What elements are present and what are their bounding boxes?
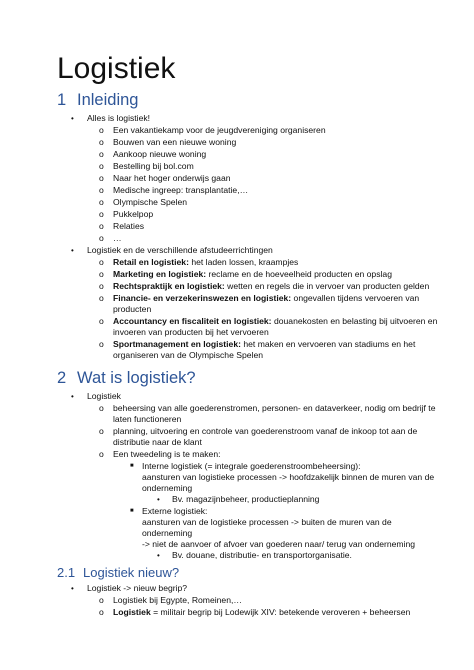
circle-bullet-icon: o: [99, 403, 104, 413]
section-2-1-number: 2.1: [57, 565, 76, 580]
circle-bullet-icon: o: [99, 209, 104, 219]
section-2-heading: [57, 368, 196, 388]
circle-bullet-icon: o: [99, 426, 104, 436]
list-item-bold: Accountancy en fiscaliteit en logistiek:: [113, 316, 272, 326]
list-item: Een vakantiekamp voor de jeugdvereniging organiseren: [113, 125, 326, 135]
circle-bullet-icon: o: [99, 316, 104, 326]
circle-bullet-icon: o: [99, 185, 104, 195]
circle-bullet-icon: o: [99, 173, 104, 183]
list-item-text: douanekosten en belasting bij uitvoeren en: [271, 316, 438, 326]
circle-bullet-icon: o: [99, 281, 104, 291]
list-item: Externe logistiek:: [142, 506, 208, 516]
circle-bullet-icon: o: [99, 221, 104, 231]
list-item-continuation: onderneming: [142, 528, 193, 538]
circle-bullet-icon: o: [99, 595, 104, 605]
circle-bullet-icon: o: [99, 161, 104, 171]
list-item: Aankoop nieuwe woning: [113, 149, 207, 159]
circle-bullet-icon: o: [99, 125, 104, 135]
list-item-continuation: aansturen van de logistieke processen -> buiten de muren van de: [142, 517, 392, 527]
circle-bullet-icon: o: [99, 607, 104, 617]
bullet-icon: •: [157, 551, 160, 560]
list-item: Logistiek bij Egypte, Romeinen,…: [113, 595, 242, 605]
list-item: Alles is logistiek!: [87, 113, 151, 123]
list-item-text: = militair begrip bij Lodewijk XIV: betekende veroveren + beheersen: [150, 607, 411, 617]
circle-bullet-icon: o: [99, 233, 104, 243]
section-2-title: Wat is logistiek?: [77, 369, 196, 387]
list-item-continuation: producten: [113, 304, 152, 314]
circle-bullet-icon: o: [99, 339, 104, 349]
list-item: [113, 293, 419, 304]
square-bullet-icon: ■: [130, 463, 134, 469]
list-item: Logistiek en de verschillende afstudeerrichtingen: [87, 245, 273, 255]
bullet-icon: •: [71, 114, 74, 123]
section-2-1-heading: [57, 565, 179, 581]
section-2-1-title: Logistiek nieuw?: [83, 565, 180, 580]
list-item-bold: Marketing en logistiek:: [113, 269, 207, 279]
list-item: [113, 257, 298, 268]
list-item: Een tweedeling is te maken:: [113, 449, 221, 459]
list-item: Relaties: [113, 221, 145, 231]
bullet-icon: •: [71, 246, 74, 255]
list-item: Interne logistiek (= integrale goederenstroombeheersing):: [142, 461, 361, 471]
bullet-icon: •: [157, 495, 160, 504]
circle-bullet-icon: o: [99, 137, 104, 147]
list-item-bold: Rechtspraktijk en logistiek:: [113, 281, 225, 291]
list-item: …: [113, 233, 122, 243]
circle-bullet-icon: o: [99, 293, 104, 303]
list-item: [113, 316, 437, 327]
list-item: [113, 281, 429, 292]
list-item-continuation: laten functioneren: [113, 414, 182, 424]
list-item-text: het laden lossen, kraampjes: [188, 257, 299, 267]
list-item: Bestelling bij bol.com: [113, 161, 194, 171]
bullet-icon: •: [71, 584, 74, 593]
circle-bullet-icon: o: [99, 269, 104, 279]
list-item-text: ongevallen tijdens vervoeren van: [291, 293, 420, 303]
list-item-bold: Sportmanagement en logistiek:: [113, 339, 241, 349]
section-1-title: Inleiding: [77, 91, 139, 109]
list-item: planning, uitvoering en controle van goederenstroom vanaf de inkoop tot aan de: [113, 426, 418, 436]
section-1-heading: [57, 90, 138, 110]
list-item: [113, 269, 392, 280]
bullet-icon: •: [71, 392, 74, 401]
circle-bullet-icon: o: [99, 449, 104, 459]
list-item-continuation: onderneming: [142, 483, 193, 493]
list-item-bold: Financie- en verzekerinswezen en logistiek:: [113, 293, 292, 303]
list-item-continuation: -> niet de aanvoer of afvoer van goederen naar/ terug van onderneming: [142, 539, 416, 549]
list-item: Bv. magazijnbeheer, productieplanning: [172, 494, 320, 504]
list-item: Logistiek -> nieuw begrip?: [87, 583, 188, 593]
list-item: [113, 607, 410, 618]
document-title: Logistiek: [57, 52, 176, 85]
list-item-continuation: distributie naar de klant: [113, 437, 202, 447]
list-item-continuation: aansturen van logistieke processen -> hoofdzakelijk binnen de muren van de: [142, 472, 435, 482]
section-2-number: 2: [57, 369, 67, 387]
circle-bullet-icon: o: [99, 149, 104, 159]
list-item: Bouwen van een nieuwe woning: [113, 137, 237, 147]
list-item: Naar het hoger onderwijs gaan: [113, 173, 231, 183]
list-item-text: het maken en vervoeren van stadiums en het: [240, 339, 416, 349]
list-item-bold: Logistiek: [113, 607, 151, 617]
circle-bullet-icon: o: [99, 257, 104, 267]
list-item: [113, 339, 415, 350]
square-bullet-icon: ■: [130, 508, 134, 514]
section-1-number: 1: [57, 91, 67, 109]
list-item-text: reclame en de hoeveelheid producten en opslag: [206, 269, 392, 279]
list-item-continuation: organiseren van de Olympische Spelen: [113, 350, 264, 360]
list-item-text: wetten en regels die in vervoer van producten gelden: [224, 281, 430, 291]
list-item-bold: Retail en logistiek:: [113, 257, 189, 267]
list-item: Logistiek: [87, 391, 121, 401]
list-item: Pukkelpop: [113, 209, 154, 219]
list-item: beheersing van alle goederenstromen, personen- en dataverkeer, nodig om bedrijf te: [113, 403, 436, 413]
circle-bullet-icon: o: [99, 197, 104, 207]
list-item: Olympische Spelen: [113, 197, 188, 207]
list-item: Bv. douane, distributie- en transportorganisatie.: [172, 550, 352, 560]
list-item-continuation: invoeren van producten bij het vervoeren: [113, 327, 269, 337]
list-item: Medische ingreep: transplantatie,…: [113, 185, 249, 195]
